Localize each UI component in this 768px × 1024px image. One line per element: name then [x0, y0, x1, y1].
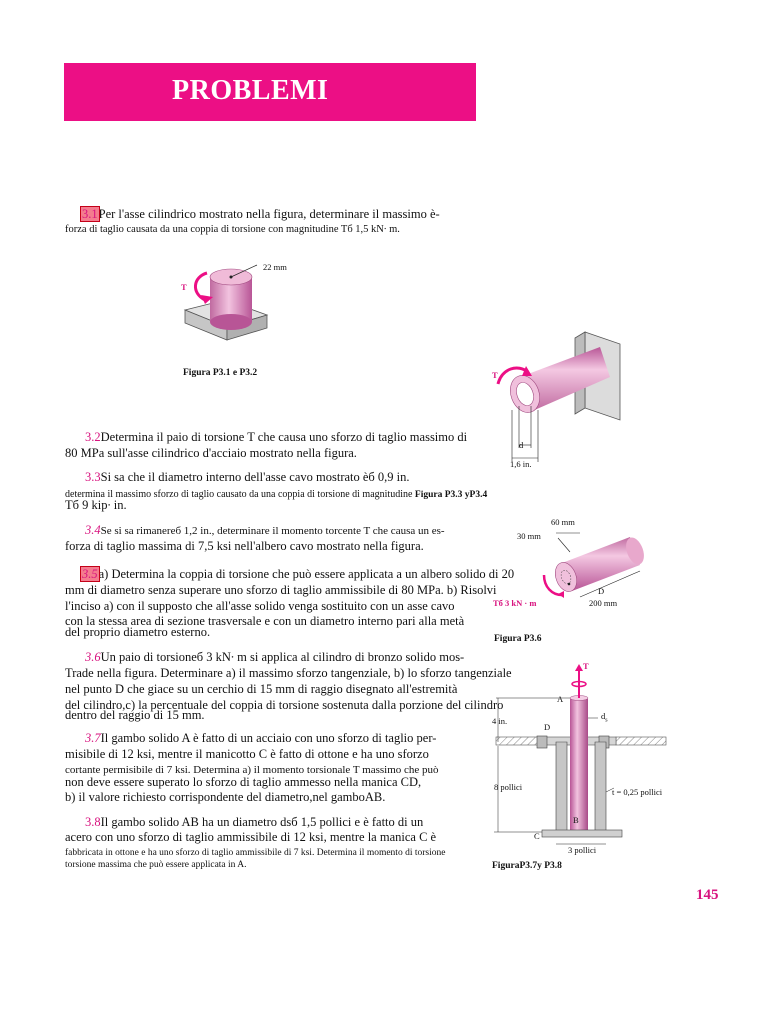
fig3-60mm-label: 60 mm	[551, 517, 575, 527]
fig4-3in-label: 3 pollici	[568, 845, 597, 855]
problem-3-3-number: 3.3	[85, 470, 101, 484]
problem-3-5-line4: con la stessa area di sezione trasversale e con un diametro interno pari alla metà	[65, 614, 465, 628]
fig3-30mm-label: 30 mm	[517, 531, 541, 541]
fig4-torque-label: T	[583, 661, 589, 671]
problem-3-6-text: Un paio di torsioneб 3 kN∙ m si applica al cilindro di bronzo solido mos-	[100, 650, 465, 664]
problem-3-2-text: Determina il paio di torsione T che causa uno sforzo di taglio massimo di	[100, 430, 468, 444]
fig3-torque-label: Tб 3 kN · m	[493, 598, 537, 608]
problem-3-4-number: 3.4	[85, 523, 101, 537]
problem-3-2-line1	[85, 430, 467, 446]
fig2-d-label: d	[519, 440, 524, 450]
fig4-a-label: A	[557, 694, 564, 704]
fig1-torque-label: T	[181, 282, 187, 292]
problem-3-7-number: 3.7	[85, 731, 101, 745]
fig4-d-label: D	[544, 722, 551, 732]
problem-3-7-line1	[85, 731, 436, 747]
problem-3-6-line5: dentro del raggio di 15 mm.	[65, 708, 205, 722]
problem-3-3-line2	[65, 487, 487, 504]
problem-3-6-line2: Trade nella figura. Determinare a) il massimo sforzo tangenziale, b) lo sforzo tangenziale	[65, 666, 512, 680]
problem-3-5-line2: mm di diametro senza superare uno sforzo di taglio ammissibile di 80 MPa. b) Risolvi	[65, 583, 497, 597]
page-number: 145	[696, 887, 719, 903]
problem-3-1-text: Per l'asse cilindrico mostrato nella figura, determinare il massimo è-	[98, 207, 440, 221]
figure-p3-6-illustration	[540, 525, 650, 605]
fig1-dimension-label: 22 mm	[263, 262, 287, 272]
problem-3-1-line1	[81, 207, 440, 223]
figure-p3-3-illustration	[490, 322, 640, 472]
problem-3-4-line1	[85, 523, 445, 540]
problem-3-5-line3: l'inciso a) con il supposto che all'asse solido venga sostituito con un asse cavo	[65, 599, 455, 613]
problem-3-4-line2: forza di taglio massima di 7,5 ksi nell'albero cavo mostrato nella figura.	[65, 539, 424, 553]
fig4-b-label: B	[573, 815, 579, 825]
problem-3-5-line5: del proprio diametro esterno.	[65, 625, 211, 639]
fig4-thickness-label: t = 0,25 pollici	[612, 787, 663, 797]
problem-3-7-line2: misibile di 12 ksi, mentre il manicotto C è fatto di ottone e ha uno sforzo	[65, 747, 429, 761]
fig2-torque-label: T	[492, 370, 498, 380]
problem-3-8-line4: torsione massima che può essere applicata in A.	[65, 860, 247, 870]
page-title: PROBLEMI	[172, 75, 329, 106]
problem-3-8-line1	[85, 815, 423, 831]
fig4-ds-text: d	[601, 711, 606, 721]
fig4-c-label: C	[534, 831, 540, 841]
problem-3-3-line3: Tб 9 kip∙ in.	[65, 498, 127, 512]
problem-3-3-line1	[85, 470, 410, 486]
problem-3-4-text: Se si sa rimanereб 1,2 in., determinare il momento torcente T che causa un es-	[100, 525, 445, 537]
fig4-4in-label: 4 in.	[492, 716, 508, 726]
fig2-dimension-label: 1,6 in.	[510, 459, 532, 469]
problem-3-5-text: a) Determina la coppia di torsione che può essere applicata a un albero solido di 20	[98, 567, 515, 581]
problem-3-1-line2: forza di taglio causata da una coppia di torsione con magnitudine Tб 1,5 kN∙ m.	[65, 224, 400, 235]
problem-3-8-line2: acero con uno sforzo di taglio ammissibile di 12 ksi, mentre la manica C è	[65, 830, 437, 844]
problem-3-1-number: 3.1	[82, 207, 98, 221]
problem-3-6-line4: del cilindro,c) la percentuale del coppia di torsione sostenuta dalla porzione del cilindro	[65, 698, 504, 712]
problem-3-7-line3: cortante permisibile di 7 ksi. Determina a) il momento torsionale T massimo che può	[65, 764, 439, 776]
fig3-d-label: D	[598, 586, 605, 596]
problem-3-2-line2: 80 MPa sull'asse cilindrico d'acciaio mostrato nella figura.	[65, 446, 357, 460]
figure-p3-7-illustration	[490, 662, 680, 858]
fig4-8in-label: 8 pollici	[494, 782, 523, 792]
problem-3-8-text: Il gambo solido AB ha un diametro dѕб 1,5 pollici e è fatto di un	[100, 815, 424, 829]
problem-3-5-number: 3.5	[82, 567, 98, 581]
problem-3-2-number: 3.2	[85, 430, 101, 444]
problem-3-7-line4: non deve essere superato lo sforzo di taglio ammesso nella manica CD,	[65, 775, 422, 789]
figure-p3-3-caption: Figura P3.3 yP3.4	[414, 490, 488, 500]
problem-3-7-line5: b) il valore richiesto corrispondente del diametro,nel gamboAB.	[65, 790, 386, 804]
problem-3-7-text: Il gambo solido A è fatto di un acciaio con uno sforzo di taglio per-	[100, 731, 437, 745]
figure-p3-7-caption: FiguraP3.7y P3.8	[492, 861, 562, 871]
problem-3-3-line2-text: determina il massimo sforzo di taglio causato da una coppia di torsione di magnitudine	[65, 489, 413, 500]
problem-3-5-line1	[81, 567, 514, 583]
fig4-ds-subscript: s	[605, 717, 608, 724]
figure-p3-6-caption: Figura P3.6	[494, 634, 542, 644]
problem-3-6-line1	[85, 650, 464, 666]
figure-p3-1-caption: Figura P3.1 e P3.2	[183, 368, 258, 378]
problem-3-8-line3: fabbricata in ottone e ha uno sforzo di taglio ammissibile di 7 ksi. Determina il momento di torsione	[65, 848, 446, 858]
problem-3-8-number: 3.8	[85, 815, 101, 829]
fig3-200mm-label: 200 mm	[589, 598, 618, 608]
fig4-ds-label	[601, 711, 608, 724]
problem-3-3-text: Si sa che il diametro interno dell'asse cavo mostrato èб 0,9 in.	[100, 470, 410, 484]
problem-3-6-line3: nel punto D che giace su un cerchio di 15 mm di raggio disegnato all'estremità	[65, 682, 458, 696]
problem-3-6-number: 3.6	[85, 650, 101, 664]
